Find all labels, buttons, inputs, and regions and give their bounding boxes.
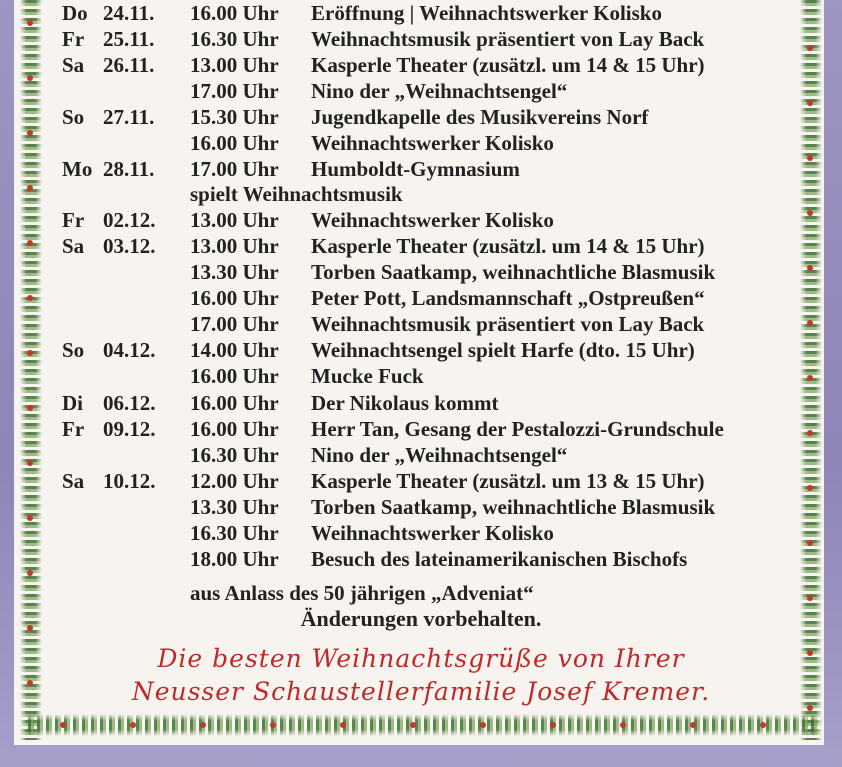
date-label: 24.11.	[103, 1, 155, 25]
berry-decoration	[807, 155, 813, 161]
time-label: 16.00 Uhr	[190, 364, 279, 388]
berry-decoration	[807, 100, 813, 106]
time-label: 18.00 Uhr	[190, 547, 279, 571]
berry-decoration	[27, 20, 33, 26]
day-label: Fr	[62, 417, 85, 441]
berry-decoration	[620, 722, 626, 728]
event-label: Humboldt-Gymnasium	[311, 157, 520, 181]
berry-decoration	[410, 722, 416, 728]
berry-decoration	[27, 460, 33, 466]
day-label: Sa	[62, 53, 85, 77]
event-label: Kasperle Theater (zusätzl. um 14 & 15 Uhr)	[311, 53, 705, 77]
date-label: 04.12.	[103, 338, 156, 362]
event-label: Weihnachtswerker Kolisko	[311, 131, 554, 155]
day-label: Mo	[62, 157, 93, 181]
berry-decoration	[807, 595, 813, 601]
berry-decoration	[27, 130, 33, 136]
berry-decoration	[807, 540, 813, 546]
event-label: Peter Pott, Landsmannschaft „Ostpreußen“	[311, 286, 705, 310]
berry-decoration	[807, 210, 813, 216]
event-label: Jugendkapelle des Musikvereins Norf	[311, 105, 649, 129]
berry-decoration	[27, 570, 33, 576]
date-label: 09.12.	[103, 417, 156, 441]
day-label: Fr	[62, 208, 85, 232]
berry-decoration	[807, 650, 813, 656]
berry-decoration	[760, 722, 766, 728]
time-label: 16.00 Uhr	[190, 1, 279, 25]
greeting-line-2: Neusser Schaustellerfamilie Josef Kremer.	[131, 677, 711, 706]
day-label: Di	[62, 391, 83, 415]
time-label: 15.30 Uhr	[190, 105, 279, 129]
berry-decoration	[807, 430, 813, 436]
berry-decoration	[27, 405, 33, 411]
event-label: Nino der „Weihnachtsengel“	[311, 79, 568, 103]
date-label: 02.12.	[103, 208, 156, 232]
day-label: Fr	[62, 27, 85, 51]
berry-decoration	[270, 722, 276, 728]
berry-decoration	[27, 240, 33, 246]
berry-decoration	[690, 722, 696, 728]
berry-decoration	[27, 295, 33, 301]
event-label: Torben Saatkamp, weihnachtliche Blasmusik	[311, 495, 716, 519]
date-label: 26.11.	[103, 53, 155, 77]
event-label: Weihnachtswerker Kolisko	[311, 208, 554, 232]
berry-decoration	[27, 185, 33, 191]
time-label: 17.00 Uhr	[190, 79, 279, 103]
berry-decoration	[27, 350, 33, 356]
berry-decoration	[807, 705, 813, 711]
event-label: Weihnachtsmusik präsentiert von Lay Back	[311, 27, 705, 51]
berry-decoration	[27, 680, 33, 686]
day-label: So	[62, 105, 85, 129]
date-label: 28.11.	[103, 157, 155, 181]
day-label: So	[62, 338, 85, 362]
berry-decoration	[27, 75, 33, 81]
event-label: Weihnachtsengel spielt Harfe (dto. 15 Uhr)	[311, 338, 695, 362]
time-label: 13.00 Uhr	[190, 208, 279, 232]
event-label: Kasperle Theater (zusätzl. um 13 & 15 Uhr)	[311, 469, 705, 493]
changes-note: Änderungen vorbehalten.	[300, 606, 542, 631]
berry-decoration	[550, 722, 556, 728]
berry-decoration	[807, 320, 813, 326]
event-continuation: spielt Weihnachtsmusik	[190, 182, 403, 206]
event-label: Weihnachtswerker Kolisko	[311, 521, 554, 545]
berry-decoration	[807, 375, 813, 381]
time-label: 13.30 Uhr	[190, 260, 279, 284]
time-label: 16.00 Uhr	[190, 417, 279, 441]
greeting-line-1: Die besten Weihnachtsgrüße von Ihrer	[157, 644, 685, 673]
event-label: Nino der „Weihnachtsengel“	[311, 443, 568, 467]
berry-decoration	[807, 45, 813, 51]
event-continuation: aus Anlass des 50 jährigen „Adveniat“	[190, 581, 534, 605]
time-label: 17.00 Uhr	[190, 157, 279, 181]
day-label: Sa	[62, 469, 85, 493]
event-label: Herr Tan, Gesang der Pestalozzi-Grundschule	[311, 417, 724, 441]
berry-decoration	[480, 722, 486, 728]
time-label: 13.00 Uhr	[190, 53, 279, 77]
time-label: 13.30 Uhr	[190, 495, 279, 519]
date-label: 25.11.	[103, 27, 155, 51]
day-label: Sa	[62, 234, 85, 258]
date-label: 03.12.	[103, 234, 156, 258]
event-label: Eröffnung | Weihnachtswerker Kolisko	[311, 1, 662, 25]
day-label: Do	[62, 1, 88, 25]
time-label: 16.30 Uhr	[190, 521, 279, 545]
event-label: Weihnachtsmusik präsentiert von Lay Back	[311, 312, 705, 336]
date-label: 27.11.	[103, 105, 155, 129]
time-label: 13.00 Uhr	[190, 234, 279, 258]
berry-decoration	[27, 625, 33, 631]
event-label: Kasperle Theater (zusätzl. um 14 & 15 Uhr)	[311, 234, 705, 258]
berry-decoration	[200, 722, 206, 728]
berry-decoration	[130, 722, 136, 728]
time-label: 16.30 Uhr	[190, 443, 279, 467]
berry-decoration	[807, 265, 813, 271]
time-label: 16.00 Uhr	[190, 131, 279, 155]
time-label: 17.00 Uhr	[190, 312, 279, 336]
date-label: 06.12.	[103, 391, 156, 415]
bottom-garland	[28, 714, 818, 736]
berry-decoration	[340, 722, 346, 728]
time-label: 16.30 Uhr	[190, 27, 279, 51]
event-label: Der Nikolaus kommt	[311, 391, 499, 415]
berry-decoration	[807, 485, 813, 491]
time-label: 14.00 Uhr	[190, 338, 279, 362]
event-label: Mucke Fuck	[311, 364, 424, 388]
berry-decoration	[27, 515, 33, 521]
event-label: Torben Saatkamp, weihnachtliche Blasmusik	[311, 260, 716, 284]
berry-decoration	[60, 722, 66, 728]
event-label: Besuch des lateinamerikanischen Bischofs	[311, 547, 688, 571]
time-label: 12.00 Uhr	[190, 469, 279, 493]
time-label: 16.00 Uhr	[190, 286, 279, 310]
time-label: 16.00 Uhr	[190, 391, 279, 415]
date-label: 10.12.	[103, 469, 156, 493]
